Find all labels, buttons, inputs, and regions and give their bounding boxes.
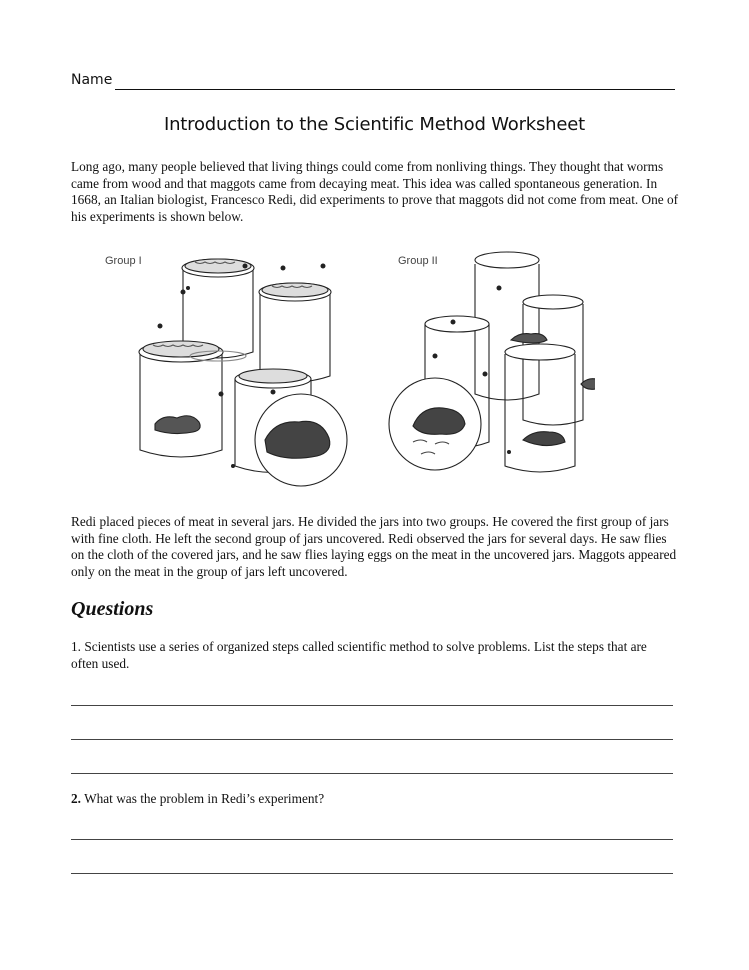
question-1-text: Scientists use a series of organized steps called scientific method to solve problems. List the steps that are often used. — [71, 639, 647, 671]
group2-label: Group II — [398, 255, 438, 267]
answer-line-q1-1[interactable] — [71, 705, 673, 706]
experiment-paragraph: Redi placed pieces of meat in several jars. He divided the jars into two groups. He covered the first group of jars with fine cloth. He left the second group of jars uncovered. Redi observed the jars for several days. He saw flies on the cloth of the covered jars, and he saw flies laying eggs on the meat in the uncovered jars. Maggots appeared only on the meat in the group of jars left uncovered. — [71, 514, 677, 579]
question-1-number: 1. — [71, 639, 81, 654]
question-1 — [71, 639, 671, 672]
answer-line-q2-2[interactable] — [71, 873, 673, 874]
intro-paragraph: Long ago, many people believed that living things could come from nonliving things. They thought that worms came from wood and that maggots came from decaying meat. This idea was called spontaneous generation. In 1668, an Italian biologist, Francesco Redi, did experiments to prove that maggots did not come from meat. One of his experiments is shown below. — [71, 159, 679, 224]
name-row — [71, 70, 675, 92]
group2-jars — [389, 252, 595, 472]
question-2-text: What was the problem in Redi’s experiment? — [84, 791, 325, 806]
redi-experiment-illustration — [95, 244, 595, 506]
page-title: Introduction to the Scientific Method Worksheet — [163, 114, 585, 135]
group1-jars — [139, 259, 347, 486]
answer-line-q1-3[interactable] — [71, 773, 673, 774]
questions-heading: Questions — [71, 598, 154, 620]
group1-label: Group I — [105, 255, 142, 267]
question-2 — [71, 791, 671, 808]
question-2-number: 2. — [71, 791, 81, 806]
name-label: Name — [71, 72, 113, 88]
name-input-line[interactable] — [115, 89, 675, 90]
answer-line-q1-2[interactable] — [71, 739, 673, 740]
answer-line-q2-1[interactable] — [71, 839, 673, 840]
